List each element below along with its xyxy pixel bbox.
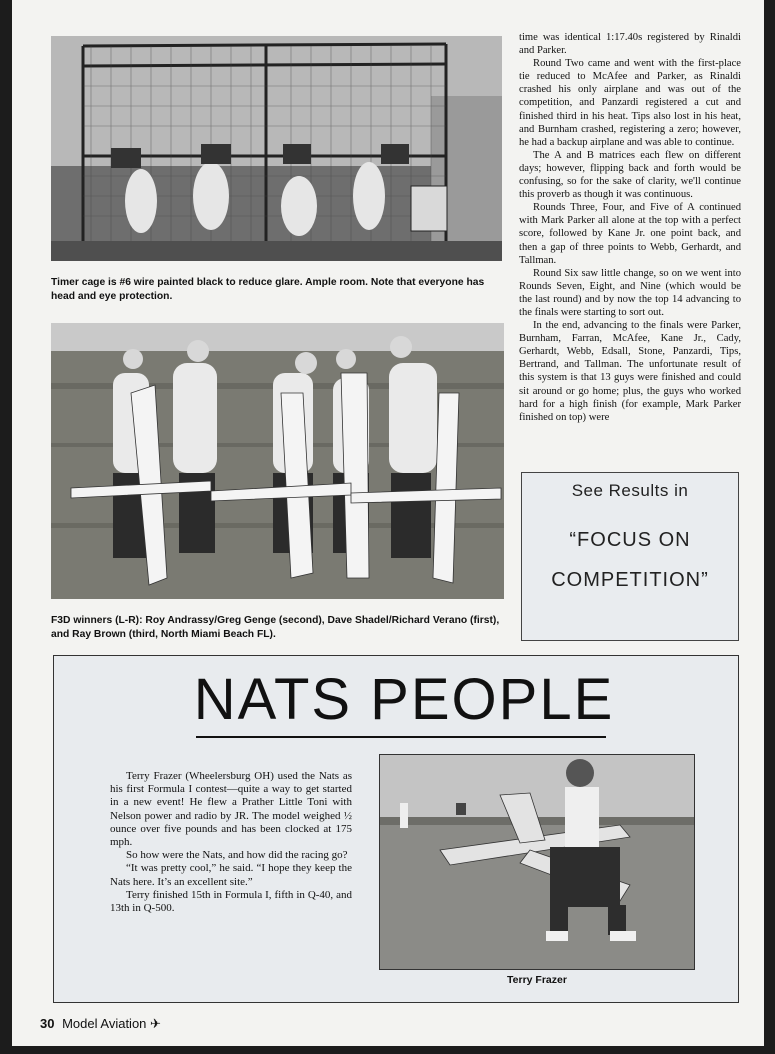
nats-people-title: NATS PEOPLE <box>193 667 615 732</box>
nats-people-section <box>53 655 739 1003</box>
article-column <box>519 31 741 424</box>
article-paragraph: Round Two came and went with the first-place tie reduced to McAfee and Parker, as Rinaldi crashed his only airplane and was out of the competition, and Panzardi registered a cut and finished third in his heat. Tips also lost in his heat, and Burnham crashed, registering a zero; however, he had a backup airplane and was able to continue. <box>519 58 741 148</box>
article-paragraph: Rounds Three, Four, and Five of A continued with Mark Parker all alone at the top with a perfect score, followed by Kane Jr. one point back, and then a gap of three points to Webb, Gerhardt, and Tallman. <box>519 202 741 266</box>
article-paragraph: The A and B matrices each flew on different days; however, flipping back and forth would be confusing, so for the sake of clarity, we'll continue this proverb as though it was continuous. <box>519 149 741 201</box>
nats-paragraph: So how were the Nats, and how did the racing go? <box>126 849 348 862</box>
f3d-winners-photo <box>51 323 504 599</box>
terry-frazer-photo <box>379 754 695 970</box>
article-paragraph: time was identical 1:17.40s registered by Rinaldi and Parker. <box>519 32 741 57</box>
nats-paragraph: “It was pretty cool,” he said. “I hope they keep the Nats here. It’s an excellent site.” <box>110 862 352 888</box>
timer-cage-caption: Timer cage is #6 wire painted black to reduce glare. Ample room. Note that everyone has head and eye protection. <box>51 277 485 302</box>
magazine-name: Model Aviation <box>62 1016 147 1031</box>
timer-cage-photo <box>51 36 502 261</box>
nats-paragraph: Terry finished 15th in Formula I, fifth in Q-40, and 13th in Q-500. <box>110 888 352 915</box>
nats-paragraph: Terry Frazer (Wheelersburg OH) used the Nats as his first Formula I contest—quite a way to get started in a new event! He flew a Prather Little Toni with Nelson power and radio by JR. The model weighed ½ ounce over five pounds and has been clocked at 175 mph. <box>110 770 352 849</box>
focus-on-line: “FOCUS ON <box>569 529 691 551</box>
article-paragraph: Round Six saw little change, so on we went into Rounds Seven, Eight, and Nine (which would be the last round) and by now the top 14 advancing to the finals were starting to sort out. <box>519 267 741 318</box>
article-paragraph: In the end, advancing to the finals were Parker, Burnham, Farran, McAfee, Kane Jr., Cady, Gerhardt, Webb, Edsall, Stone, Panzardi, Tips, Bertrand, and Tallman. The unfortunate result of this system is that 13 guys were finished and could sit around or go home; plus, the guys who worked hard for a high finish (for example, Mark Parker finished on top) were <box>519 320 741 423</box>
page-footer <box>40 1016 161 1032</box>
nats-people-text <box>110 770 352 915</box>
page-number: 30 <box>40 1016 55 1031</box>
terry-frazer-caption: Terry Frazer <box>507 974 567 986</box>
f3d-winners-caption: F3D winners (L-R): Roy Andrassy/Greg Genge (second), Dave Shadel/Richard Verano (first), and Ray Brown (third, North Miami Beach FL). <box>51 615 500 640</box>
title-underline <box>196 736 606 738</box>
see-results-box <box>521 472 739 641</box>
magazine-page <box>12 0 764 1046</box>
airplane-icon: ✈ <box>150 1016 161 1031</box>
see-results-line: See Results in <box>571 481 689 500</box>
competition-line: COMPETITION” <box>551 569 709 591</box>
